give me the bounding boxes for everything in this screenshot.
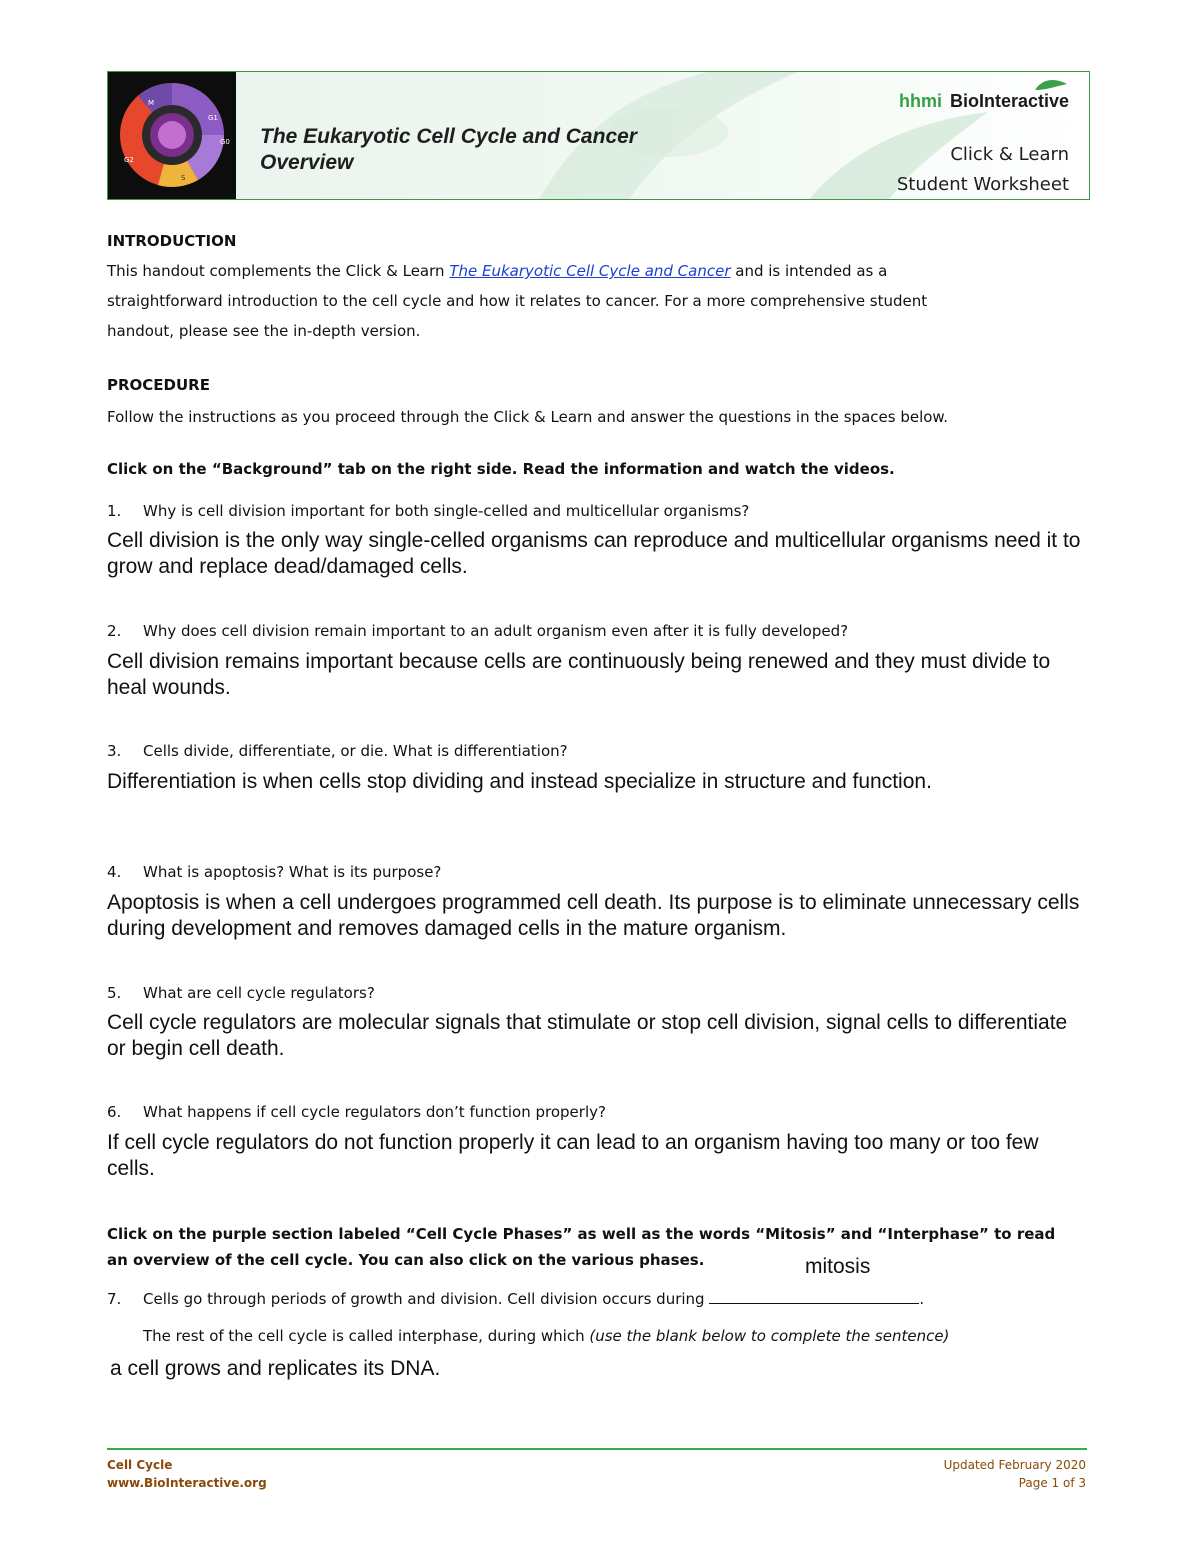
answer-7-blank[interactable]: mitosis xyxy=(805,1255,871,1278)
worksheet-title: The Eukaryotic Cell Cycle and Cancer Overview xyxy=(260,125,637,174)
question-1: 1. Why is cell division important for both single-celled and multicellular organisms? xyxy=(107,502,750,520)
svg-text:G0: G0 xyxy=(220,138,230,146)
introduction-line-1: This handout complements the Click & Learn The Eukaryotic Cell Cycle and Cancer and is intended as a xyxy=(107,262,888,280)
introduction-line-3: handout, please see the in-depth version. xyxy=(107,322,421,340)
answer-5[interactable]: Cell cycle regulators are molecular signals that stimulate or stop cell division, signal cells to differentiate or begin cell death. xyxy=(107,1011,1068,1060)
introduction-heading: INTRODUCTION xyxy=(107,232,237,250)
svg-text:S: S xyxy=(181,174,186,182)
instruction-cell-cycle-phases: Click on the purple section labeled “Cell Cycle Phases” as well as the words “Mitosis” and “Interphase” to read an overview of the cell cycle. You can also click on the various phases. xyxy=(107,1225,1056,1269)
svg-text:M: M xyxy=(148,99,155,107)
question-6: 6. What happens if cell cycle regulators don’t function properly? xyxy=(107,1103,606,1121)
footer-divider xyxy=(107,1448,1087,1450)
answer-4[interactable]: Apoptosis is when a cell undergoes programmed cell death. Its purpose is to eliminate unnecessary cells during development and removes damaged cells in the mature organism. xyxy=(107,891,1080,940)
question-4: 4. What is apoptosis? What is its purpose? xyxy=(107,863,442,881)
header-banner xyxy=(107,71,1090,200)
procedure-text: Follow the instructions as you proceed through the Click & Learn and answer the questions in the spaces below. xyxy=(107,408,949,426)
answer-3[interactable]: Differentiation is when cells stop dividing and instead specialize in structure and function. xyxy=(107,770,932,793)
question-5: 5. What are cell cycle regulators? xyxy=(107,984,375,1002)
footer-right: Updated February 2020 Page 1 of 3 xyxy=(943,1458,1086,1490)
question-7: 7. Cells go through periods of growth and division. Cell division occurs during . xyxy=(107,1290,925,1308)
procedure-heading: PROCEDURE xyxy=(107,376,210,394)
worksheet-type: Click & Learn Student Worksheet xyxy=(896,144,1069,195)
cell-cycle-logo xyxy=(108,72,236,199)
question-3: 3. Cells divide, differentiate, or die. What is differentiation? xyxy=(107,742,568,760)
answer-7[interactable]: a cell grows and replicates its DNA. xyxy=(110,1357,441,1380)
answer-2[interactable]: Cell division remains important because cells are continuously being renewed and they must divide to heal wounds. xyxy=(107,650,1051,699)
question-7-part-2: The rest of the cell cycle is called interphase, during which (use the blank below to complete the sentence) xyxy=(143,1327,950,1345)
svg-text:G2: G2 xyxy=(124,156,134,164)
answer-6[interactable]: If cell cycle regulators do not function properly it can lead to an organism having too many or too few cells. xyxy=(107,1131,1039,1180)
answer-1[interactable]: Cell division is the only way single-celled organisms can reproduce and multicellular organisms need it to grow and replace dead/damaged cells. xyxy=(107,529,1081,578)
answer-blank-line xyxy=(709,1289,919,1304)
svg-text:G1: G1 xyxy=(208,114,218,122)
question-2: 2. Why does cell division remain important to an adult organism even after it is fully developed? xyxy=(107,622,849,640)
instruction-background: Click on the “Background” tab on the right side. Read the information and watch the videos. xyxy=(107,460,895,478)
click-learn-link[interactable]: The Eukaryotic Cell Cycle and Cancer xyxy=(449,262,731,280)
brand-logo: hhmi BioInteractive xyxy=(898,91,1069,111)
footer-left: Cell Cycle www.BioInteractive.org xyxy=(107,1458,267,1490)
introduction-line-2: straightforward introduction to the cell cycle and how it relates to cancer. For a more comprehensive student xyxy=(107,292,928,310)
